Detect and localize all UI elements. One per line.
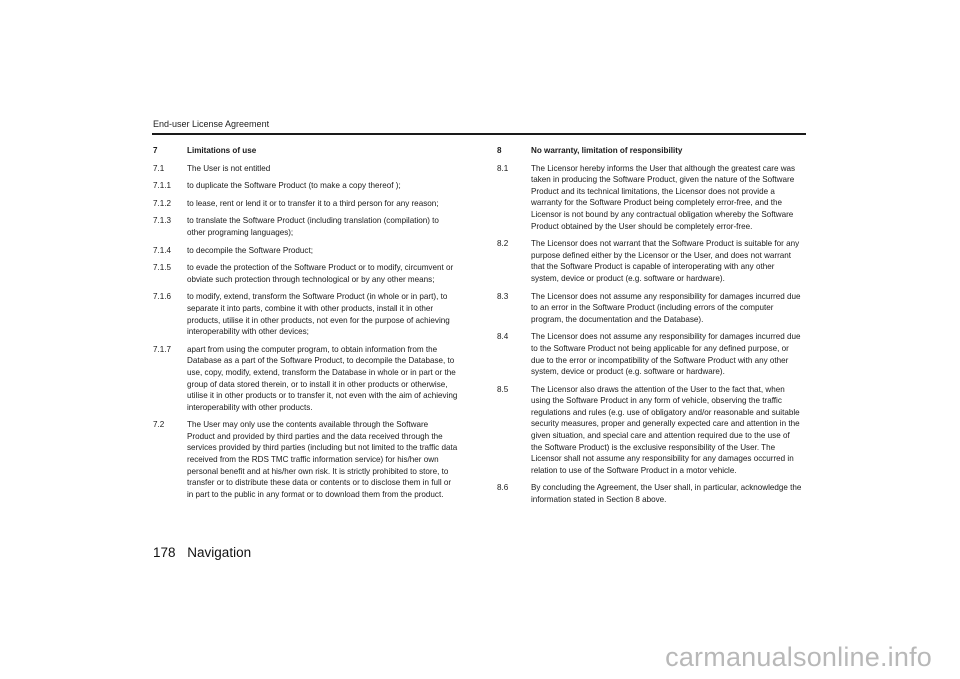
clause-text: to translate the Software Product (including translation (compilation) to other programing languages); bbox=[187, 216, 439, 237]
page-number: 178 bbox=[153, 545, 176, 560]
clause-7-1 bbox=[153, 163, 458, 175]
clause-8-2 bbox=[497, 238, 803, 284]
clause-text: apart from using the computer program, to obtain information from the Database as a part of the Software Product, to decompile the Database, to use, copy, modify, extend, transform the Database in whole or in part or the group of data stored therein, or to install it in other products or otherwise, utilise it in other products or to transfer it, not even with the aim of achieving interoperability with other products. bbox=[187, 344, 458, 412]
section-heading-7 bbox=[153, 145, 458, 157]
section-number: 8 bbox=[497, 146, 502, 155]
clause-text: By concluding the Agreement, the User shall, in particular, acknowledge the information stated in Section 8 above. bbox=[531, 483, 802, 505]
clause-7-1-6 bbox=[153, 291, 458, 337]
clause-number: 8.2 bbox=[497, 239, 509, 249]
clause-text: to modify, extend, transform the Software Product (in whole or in part), to separate it into parts, combine it with other products, install it in other products, utilise it in other products, not even for the purpose of achieving interoperability with other devices; bbox=[187, 292, 450, 337]
clause-8-3 bbox=[497, 291, 803, 326]
section-title: No warranty, limitation of responsibility bbox=[531, 146, 683, 155]
clause-7-1-1 bbox=[153, 180, 458, 192]
page-footer bbox=[153, 545, 251, 560]
clause-number: 8.1 bbox=[497, 163, 509, 173]
clause-8-5 bbox=[497, 384, 803, 477]
clause-7-2 bbox=[153, 419, 458, 500]
section-number: 7 bbox=[153, 146, 158, 155]
clause-7-1-7 bbox=[153, 344, 458, 414]
clause-number: 7.1.6 bbox=[153, 292, 172, 302]
clause-7-1-5 bbox=[153, 262, 458, 285]
clause-number: 7.1.2 bbox=[153, 198, 172, 208]
section-title: Limitations of use bbox=[187, 146, 257, 155]
clause-number: 8.6 bbox=[497, 483, 509, 493]
clause-8-6 bbox=[497, 482, 803, 505]
clause-number: 8.3 bbox=[497, 291, 509, 301]
clause-number: 7.1.4 bbox=[153, 245, 172, 255]
clause-number: 7.1.1 bbox=[153, 181, 172, 191]
clause-number: 8.4 bbox=[497, 332, 509, 342]
right-column bbox=[497, 145, 803, 512]
left-column bbox=[153, 145, 458, 506]
header-divider bbox=[152, 133, 806, 135]
clause-text: to decompile the Software Product; bbox=[187, 245, 313, 255]
clause-number: 7.1.5 bbox=[153, 263, 172, 273]
clause-text: The Licensor hereby informs the User that although the greatest care was taken in producing the Software Product, given the nature of the Software Product and its technical limitations, the Licensor does not provide a warranty for the Software Product being completely error-free, and the Licensor is not bound by any contractual obligation whereby the Software Product obtained by the User should be completely error-free. bbox=[531, 163, 796, 231]
clause-text: The User is not entitled bbox=[187, 163, 271, 173]
clause-text: to duplicate the Software Product (to make a copy thereof ); bbox=[187, 181, 401, 191]
clause-7-1-4 bbox=[153, 245, 458, 257]
clause-7-1-2 bbox=[153, 198, 458, 210]
clause-number: 7.1 bbox=[153, 163, 165, 173]
clause-text: to lease, rent or lend it or to transfer it to a third person for any reason; bbox=[187, 198, 439, 208]
clause-text: The Licensor does not assume any responsibility for damages incurred due to an error in the Software Product (including errors of the computer program, the documentation and the Database). bbox=[531, 291, 801, 324]
clause-number: 8.5 bbox=[497, 384, 509, 394]
clause-text: The Licensor also draws the attention of the User to the fact that, when using the Software Product in any form of vehicle, observing the traffic regulations and rules (e.g. use of obligatory and/or reasonable and suitable security measures, proper and generally expected care and attention in the given situation, and special care and attention required due to the use of the Software Product) is the exclusive responsibility of the User. The Licensor shall not assume any responsibility for any damages occurred in relation to use of the Software Product in a motor vehicle. bbox=[531, 384, 800, 475]
clause-number: 7.1.3 bbox=[153, 216, 172, 226]
clause-8-4 bbox=[497, 331, 803, 377]
clause-text: The Licensor does not warrant that the Software Product is suitable for any purpose defined either by the Licensor or the User, and does not warrant that the Software Product is capable of interoperating with any other system, device or product (e.g. software or hardware). bbox=[531, 239, 800, 283]
clause-number: 7.1.7 bbox=[153, 344, 172, 354]
clause-number: 7.2 bbox=[153, 420, 165, 430]
chapter-title: Navigation bbox=[187, 545, 252, 560]
clause-text: to evade the protection of the Software Product or to modify, circumvent or obviate such protection through technological or by any other means; bbox=[187, 263, 454, 284]
clause-8-1 bbox=[497, 163, 803, 233]
section-heading-8 bbox=[497, 145, 803, 157]
watermark: carmanualsonline.info bbox=[665, 642, 932, 672]
clause-7-1-3 bbox=[153, 215, 458, 238]
running-header: End-user License Agreement bbox=[153, 119, 270, 129]
clause-text: The Licensor does not assume any responsibility for damages incurred due to the Software Product not being applicable for any defined purpose, or due to the error or incompatibility of the Software Product with any other system, device or product (e.g. software or hardware). bbox=[531, 332, 801, 377]
clause-text: The User may only use the contents available through the Software Product and provided by third parties and the data received through the services provided by third parties (including but not limited to the traffic data received from the RDS TMC traffic information service) for his/her own personal benefit and at his/her own risk. It is strictly prohibited to store, to transfer or to distribute these data or contents or to disclose them in full or in part to the public in any format or to download them from the product. bbox=[187, 420, 458, 499]
